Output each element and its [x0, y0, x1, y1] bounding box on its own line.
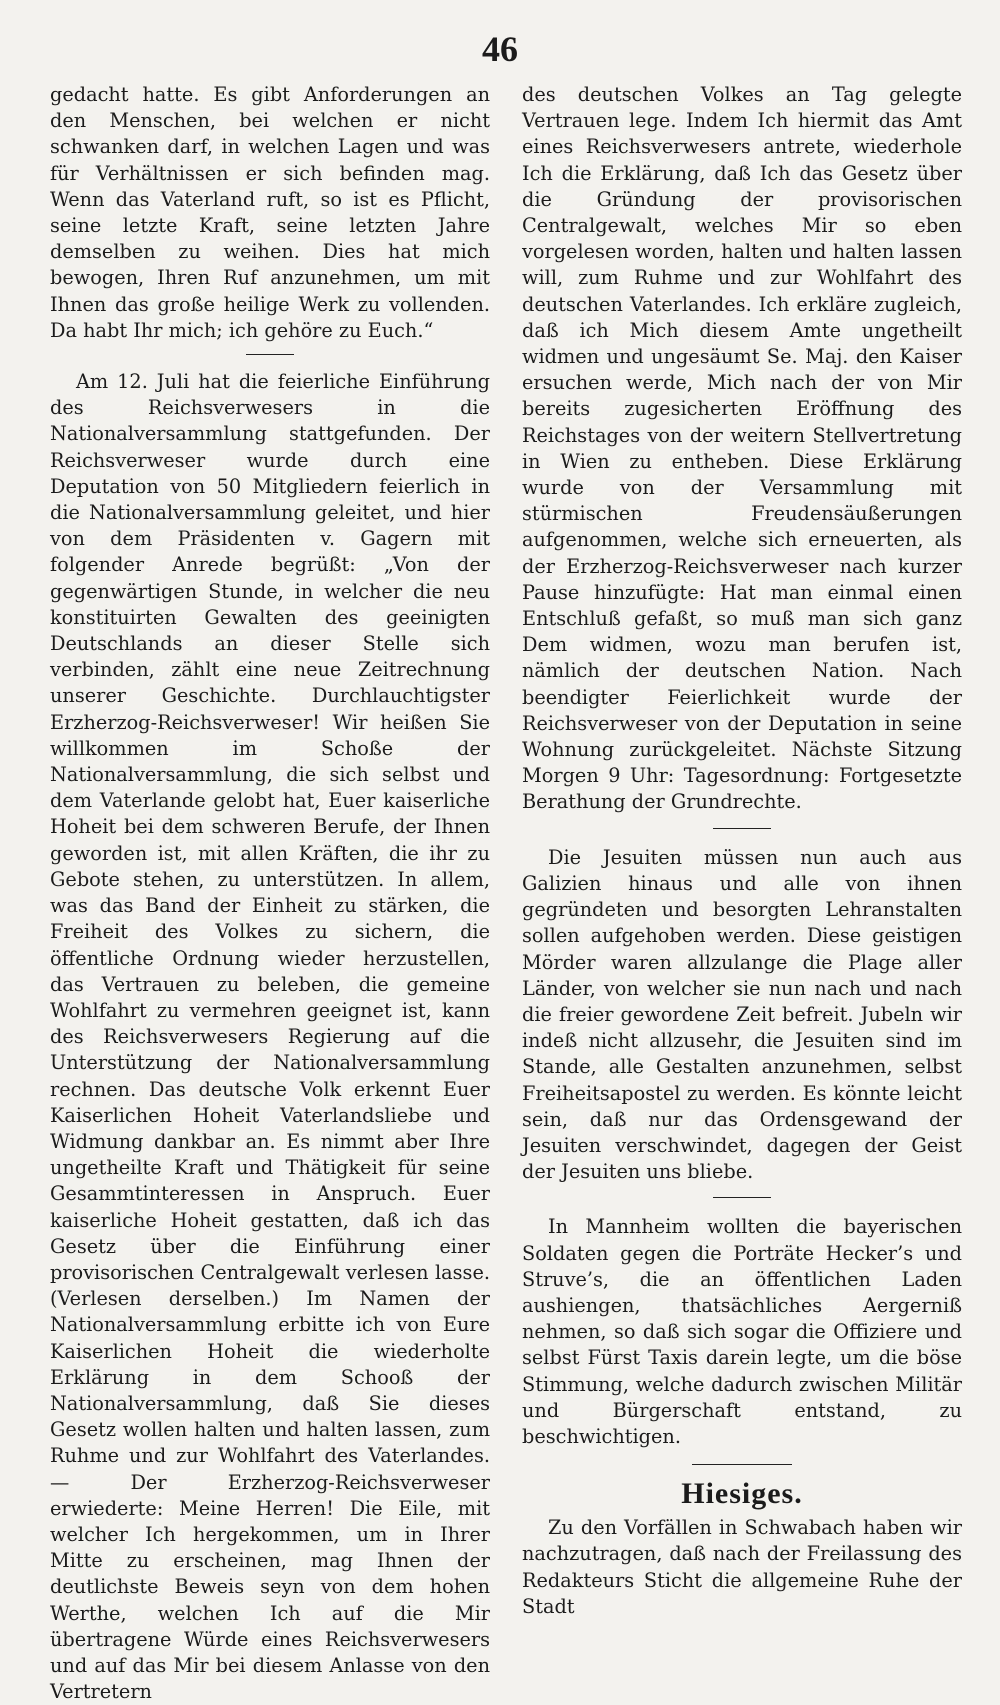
right-column — [522, 82, 962, 1620]
paragraph-mannheim: In Mannheim wollten die bayerischen Soldaten gegen die Porträte Hecker’s und Struve’s, die an öffentlichen Laden aushiengen, thatsächliches Aergerniß nehmen, so daß sich sogar die Offiziere und selbst Fürst Taxis darein legte, um die böse Stimmung, welche dadurch zwischen Militär und Bürgerschaft entstand, zu beschwichtigen. — [522, 1215, 962, 1448]
section-divider — [246, 354, 294, 355]
section-divider — [713, 828, 771, 829]
paragraph-reichsverweser-report: Am 12. Juli hat die feierliche Einführung des Reichsverwesers in die Nationalversammlung stattgefunden. Der Reichsverweser wurde durch eine Deputation von 50 Mitgliedern feierlich in die Nationalversammlung geleitet, und hier von dem Präsidenten v. Gagern mit folgender Anrede begrüßt: „Von der gegenwärtigen Stunde, in welcher die neu konstituirten Gewalten des geeinigten Deutschlands an dieser Stelle sich verbinden, zählt eine neue Zeitrechnung unserer Geschichte. Durchlauchtigster Erzherzog-Reichsverweser! Wir heißen Sie willkommen im Schoße der Nationalversammlung, die sich selbst und dem Vaterlande gelobt hat, Euer kaiserliche Hoheit bei dem schweren Berufe, der Ihnen geworden ist, mit allen Kräften, die ihr zu Gebote stehen, zu unterstützen. In allem, was das Band der Einheit zu stärken, die Freiheit des Volkes zu sichern, die öffentliche Ordnung wieder herzustellen, das Vertrauen zu beleben, die gemeine Wohlfahrt zu vermehren geeignet ist, kann des Reichsverwesers Regierung auf die Unterstützung der Nationalversammlung rechnen. Das deutsche Volk erkennt Euer Kaiserlichen Hoheit Vaterlandsliebe und Widmung dankbar an. Es nimmt aber Ihre ungetheilte Kraft und Thätigkeit für seine Gesammtinteressen in Anspruch. Euer kaiserliche Hoheit gestatten, daß ich das Gesetz über die Einführung einer provisorischen Centralgewalt verlesen lasse. (Verlesen derselben.) Im Namen der Nationalversammlung erbitte ich von Eure Kaiserlichen Hoheit die wiederholte Erklärung in dem Schooß der Nationalversammlung, daß Sie dieses Gesetz wollen halten und halten lassen, zum Ruhme und zur Wohlfahrt des Vaterlandes. — Der Erzherzog-Reichsverweser erwiederte: Meine Herren! Die Eile, mit welcher Ich hergekommen, um in Ihrer Mitte zu erscheinen, mag Ihnen der deutlichste Beweis seyn von dem hohen Werthe, welchen Ich auf die Mir übertragene Würde eines Reichsverwesers und auf das Mir bei diesem Anlasse von den Vertretern — [50, 370, 490, 1704]
paragraph-jesuiten: Die Jesuiten müssen nun auch aus Galizien hinaus und alle von ihnen gegründeten und besorgten Lehranstalten sollen aufgehoben werden. Diese geistigen Mörder waren allzulange die Plage aller Länder, von welcher sie nun nach und nach die freier gewordene Zeit befreit. Jubeln wir indeß nicht allzusehr, die Jesuiten sind im Stande, alle Gestalten anzunehmen, selbst Freiheitsapostel zu werden. Es könnte leicht sein, daß nur das Ordensgewand der Jesuiten verschwindet, dagegen der Geist der Jesuiten uns bliebe. — [522, 845, 962, 1184]
section-divider — [692, 1464, 792, 1465]
paragraph-reichsverweser-continued: des deutschen Volkes an Tag gelegte Vertrauen lege. Indem Ich hiermit das Amt eines Reichsverwesers antrete, wiederhole Ich die Erklärung, daß Ich das Gesetz über die Gründung der provisorischen Centralgewalt, welches Mir so eben vorgelesen worden, halten und halten lassen will, zum Ruhme und zur Wohlfahrt des deutschen Vaterlandes. Ich erkläre zugleich, daß ich Mich diesem Amte ungetheilt widmen und ungesäumt Se. Maj. den Kaiser ersuchen werde, Mich nach der von Mir bereits zugesicherten Eröffnung des Reichstages von der weitern Stellvertretung in Wien zu entheben. Diese Erklärung wurde von der Versammlung mit stürmischen Freudensäußerungen aufgenommen, welche sich erneuerten, als der Erzherzog-Reichsverweser nach kurzer Pause hinzufügte: Hat man einmal einen Entschluß gefaßt, so muß man sich ganz Dem widmen, wozu man berufen ist, nämlich der deutschen Nation. Nach beendigter Feierlichkeit wurde der Reichsverweser von der Deputation in seine Wohnung zurückgeleitet. Nächste Sitzung Morgen 9 Uhr: Tagesordnung: Fortgesetzte Berathung der Grundrechte. — [522, 83, 962, 814]
page-number: 46 — [482, 29, 518, 69]
section-divider — [713, 1197, 771, 1198]
paragraph-schwabach: Zu den Vorfällen in Schwabach haben wir nachzutragen, daß nach der Freilassung des Redakteurs Sticht die allgemeine Ruhe der Stadt — [522, 1516, 962, 1618]
left-column — [50, 82, 490, 1705]
paragraph-continuation: gedacht hatte. Es gibt Anforderungen an den Menschen, bei welchen er nicht schwanken darf, in welchen Lagen und was für Verhältnissen er sich befinden mag. Wenn das Vaterland ruft, so ist es Pflicht, seine letzte Kraft, seine letzten Jahre demselben zu weihen. Dies hat mich bewogen, Ihren Ruf anzunehmen, um mit Ihnen das große heilige Werk zu vollenden. Da habt Ihr mich; ich gehöre zu Euch.“ — [50, 83, 490, 342]
section-heading-local: Hiesiges. — [681, 1477, 803, 1511]
